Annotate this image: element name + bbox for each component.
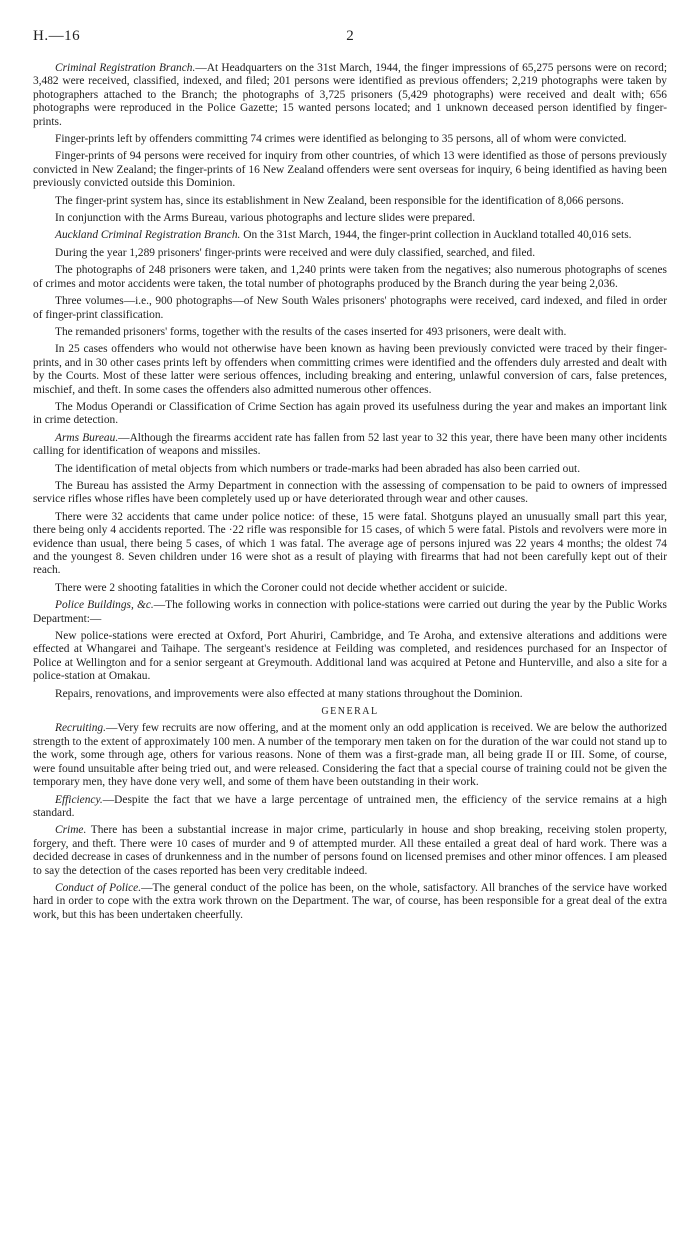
paragraph bbox=[33, 480, 667, 507]
paragraph bbox=[33, 582, 667, 595]
paragraph-lead: Recruiting. bbox=[55, 722, 106, 735]
paragraph bbox=[33, 133, 667, 146]
paragraph bbox=[33, 722, 667, 789]
paragraph-text: Repairs, renovations, and improvements were also effected at many stations throughout the Dominion. bbox=[55, 687, 523, 700]
paragraph-text: In conjunction with the Arms Bureau, various photographs and lecture slides were prepared. bbox=[55, 212, 476, 225]
paragraph-lead: Criminal Registration Branch. bbox=[55, 62, 196, 74]
paragraph-text: The Bureau has assisted the Army Department in connection with the assessing of compensation to be paid to owners of impressed service rifles whose rifles have been completely used up or have deteriorated through wear and other causes. bbox=[33, 479, 667, 506]
paragraph bbox=[33, 62, 667, 129]
paragraph-lead: Efficiency. bbox=[55, 793, 103, 806]
paragraph-text: —Very few recruits are now offering, and at the moment only an odd application is received. We are below the authorized strength to the extent of approximately 100 men. A number of the temporary men taken on for the duration of the war could not stand up to the work, some through age, others for various reasons. None of them was a first-grade man, all being grade II or III. Some, of course, were found unsuitable after being tried out, and were released. Considering the fact that a special course of training could not be given the temporary men, they have done very well, and some of them have been outstanding in their work. bbox=[33, 722, 667, 789]
paragraph-text: —The general conduct of the police has been, on the whole, satisfactory. All branches of the service have worked hard in order to cope with the extra work thrown on the Department. The war, of course, has been responsible for a great deal of the extra work, but this has been undertaken cheerfully. bbox=[33, 881, 667, 921]
paragraph bbox=[33, 688, 667, 701]
paragraph-text: The identification of metal objects from which numbers or trade-marks had been abraded has also been carried out. bbox=[55, 462, 581, 475]
paragraph-lead: Conduct of Police. bbox=[55, 881, 142, 894]
paragraph-text: During the year 1,289 prisoners' finger-prints were received and were duly classified, searched, and filed. bbox=[55, 246, 536, 259]
paragraph bbox=[33, 401, 667, 428]
paragraph bbox=[33, 432, 667, 459]
paragraph bbox=[33, 326, 667, 339]
paragraph-text: —At Headquarters on the 31st March, 1944, the finger impressions of 65,275 persons were on record; 3,482 were received, classified, indexed, and filed; 201 persons were identified as previous offenders; 2,219 photographs were taken by photographers attached to the Branch; the photographs of 3,725 prisoners (5,429 photographs) were received and dealt with; 656 photographs were reproduced in the Police Gazette; 15 wanted persons located; and 1 unknown deceased person identified by finger-prints. bbox=[33, 62, 667, 128]
paragraph bbox=[33, 229, 667, 242]
paragraph-text: There has been a substantial increase in major crime, particularly in house and shop breaking, receiving stolen property, forgery, and theft. There were 10 cases of murder and 9 of attempted murder. All these entailed a great deal of hard work. There was a decided decrease in cases of drunkenness and in the number of persons found on licensed premises and other minor offences. I am pleased to say the detection of the cases reported has been very creditable indeed. bbox=[33, 824, 667, 877]
paragraph-lead: Auckland Criminal Registration Branch. bbox=[55, 229, 241, 242]
paragraph bbox=[33, 599, 667, 626]
paragraph bbox=[33, 630, 667, 684]
paragraph bbox=[33, 295, 667, 322]
page-header bbox=[33, 28, 667, 50]
paragraph-text: The photographs of 248 prisoners were taken, and 1,240 prints were taken from the negatives; also numerous photographs of scenes of crimes and motor accidents were taken, the total number of photographs produced by the Branch during the year being 2,036. bbox=[33, 264, 667, 290]
document-reference: H.—16 bbox=[33, 28, 81, 44]
paragraph bbox=[33, 511, 667, 578]
paragraph-text: The finger-print system has, since its establishment in New Zealand, been responsible for the identification of 8,066 persons. bbox=[55, 194, 624, 207]
paragraph-text: Three volumes—i.e., 900 photographs—of New South Wales prisoners' photographs were received, card indexed, and filed in order of finger-print classification. bbox=[33, 295, 667, 321]
paragraph-text: In 25 cases offenders who would not otherwise have been known as having been previously convicted were traced by their finger-prints, and in 30 other cases prints left by offenders when committing crimes were identified and the offenders duly arrested and dealt with by the Courts. Most of these latter were serious offences, including breaking and entering, unlawful conversion of cars, false pretences, mischief, and theft. In some cases the offenders also admitted numerous other offences. bbox=[33, 343, 667, 396]
paragraph-text: Finger-prints of 94 persons were received for inquiry from other countries, of which 13 were identified as those of persons previously convicted in New Zealand; the finger-prints of 16 New Zealand offenders were sent overseas for inquiry, 6 being identified as having been previously convicted outside this Dominion. bbox=[33, 150, 667, 190]
paragraph bbox=[33, 150, 667, 190]
paragraph-text: —Although the firearms accident rate has fallen from 52 last year to 32 this year, there have been many other incidents calling for identification of weapons and missiles. bbox=[33, 431, 667, 458]
paragraph-text: There were 32 accidents that came under police notice: of these, 15 were fatal. Shotguns played an unusually small part this year, there being only 4 accidents reported. The ·22 rifle was responsible for 15 cases, of which 5 were fatal. Pistols and revolvers were more in evidence than usual, there being 5 cases, of which 1 was fatal. The average age of persons injured was 22 years 4 months; the oldest 74 and the youngest 8. Seven children under 16 were shot as a result of playing with firearms that had not been carefully kept out of their reach. bbox=[33, 510, 667, 577]
paragraph-text: There were 2 shooting fatalities in which the Coroner could not decide whether accident or suicide. bbox=[55, 581, 508, 594]
paragraph bbox=[33, 264, 667, 291]
section-heading: GENERAL bbox=[321, 706, 379, 718]
paragraph-text: On the 31st March, 1944, the finger-print collection in Auckland totalled 40,016 sets. bbox=[240, 229, 632, 242]
paragraph-text: Finger-prints left by offenders committing 74 crimes were identified as belonging to 35 persons, all of whom were convicted. bbox=[55, 133, 627, 146]
paragraph bbox=[33, 247, 667, 260]
paragraph-text: —Despite the fact that we have a large percentage of untrained men, the efficiency of the service remains at a high standard. bbox=[33, 793, 667, 819]
paragraph-lead: Crime. bbox=[55, 824, 87, 837]
paragraph bbox=[33, 882, 667, 922]
page-number: 2 bbox=[346, 28, 354, 44]
paragraph-text: New police-stations were erected at Oxford, Port Ahuriri, Cambridge, and Te Aroha, and extensive alterations and additions were effected at Whangarei and Taihape. The sergeant's residence at Feilding was completed, and residences purchased for an Inspector of Police at Wellington and for a senior sergeant at Greymouth. Additional land was acquired at Petone and Hunterville, and also a site for a police-station at Omakau. bbox=[33, 630, 667, 683]
paragraph-lead: Arms Bureau. bbox=[55, 431, 119, 444]
paragraph bbox=[33, 212, 667, 225]
paragraph bbox=[33, 794, 667, 821]
paragraph-lead: Police Buildings, &c. bbox=[55, 599, 154, 612]
document-body bbox=[33, 62, 667, 926]
paragraph bbox=[33, 463, 667, 476]
paragraph bbox=[33, 195, 667, 208]
paragraph-text: The Modus Operandi or Classification of Crime Section has again proved its usefulness during the year and makes an important link in crime detection. bbox=[33, 400, 667, 427]
paragraph bbox=[33, 824, 667, 878]
paragraph bbox=[33, 343, 667, 397]
paragraph-text: —The following works in connection with police-stations were carried out during the year by the Public Works Department:— bbox=[33, 599, 667, 625]
paragraph-text: The remanded prisoners' forms, together with the results of the cases inserted for 493 prisoners, were dealt with. bbox=[55, 325, 567, 338]
